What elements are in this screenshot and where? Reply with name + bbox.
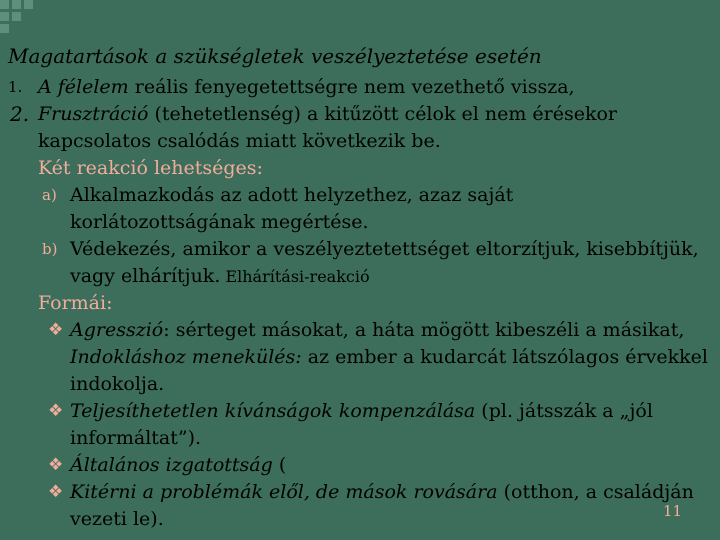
- form-item: [0, 452, 720, 479]
- bullet-icon: ❖: [48, 320, 64, 340]
- decorative-squares: [0, 0, 60, 40]
- form-item: [0, 317, 720, 398]
- form-text: (pl. játsszák a „jól informáltat”).: [70, 400, 653, 449]
- form-term: Teljesíthetetlen kívánságok kompenzálása: [70, 400, 476, 422]
- list-item: [0, 74, 720, 101]
- reaction-text: Védekezés, amikor a veszélyeztetettséget eltorzítjuk, kisebbítjük, vagy elhárítjuk.: [70, 238, 699, 287]
- form-term-2: Indokláshoz menekülés:: [70, 346, 302, 368]
- form-text-2: az ember a kudarcát látszólagos érvekkel indokolja.: [70, 346, 708, 395]
- bullet-icon: ❖: [48, 482, 64, 502]
- item-term: Frusztráció: [38, 103, 149, 125]
- form-term: Agresszió: [70, 319, 164, 341]
- form-item: [0, 398, 720, 452]
- reaction-note: Elhárítási-reakció: [220, 267, 370, 286]
- item-number: 1.: [8, 78, 23, 96]
- forms-heading: Formái:: [38, 292, 113, 314]
- item-text: (tehetetlenség) a kitűzött célok el nem érésekor kapcsolatos csalódás miatt következik be.: [38, 103, 618, 152]
- reaction-label: a): [42, 186, 57, 204]
- reactions-heading: Két reakció lehetséges:: [38, 157, 263, 179]
- form-text: (otthon, a családján vezeti le).: [70, 481, 694, 530]
- form-text: (: [272, 454, 287, 476]
- item-text: reális fenyegetettségre nem vezethető vissza,: [128, 76, 575, 98]
- reaction-item: [0, 182, 720, 236]
- reaction-label: b): [42, 240, 58, 258]
- bullet-icon: ❖: [48, 455, 64, 475]
- list-item: [0, 101, 720, 155]
- slide-content: [0, 74, 720, 533]
- form-text: : sérteget másokat, a háta mögött kibeszéli a másikat,: [163, 319, 685, 341]
- reaction-text: Alkalmazkodás az adott helyzethez, azaz saját korlátozottságának megértése.: [70, 184, 514, 233]
- item-term: A félelem: [38, 76, 129, 98]
- bullet-icon: ❖: [48, 401, 64, 421]
- form-term: Kitérni a problémák elől, de mások rovására: [70, 481, 498, 503]
- form-item: [0, 479, 720, 533]
- item-number: 2.: [10, 102, 30, 126]
- page-number: 11: [663, 502, 683, 520]
- form-term: Általános izgatottság: [70, 454, 273, 476]
- slide-title: Magatartások a szükségletek veszélyeztetése esetén: [8, 44, 542, 68]
- reaction-item: [0, 236, 720, 290]
